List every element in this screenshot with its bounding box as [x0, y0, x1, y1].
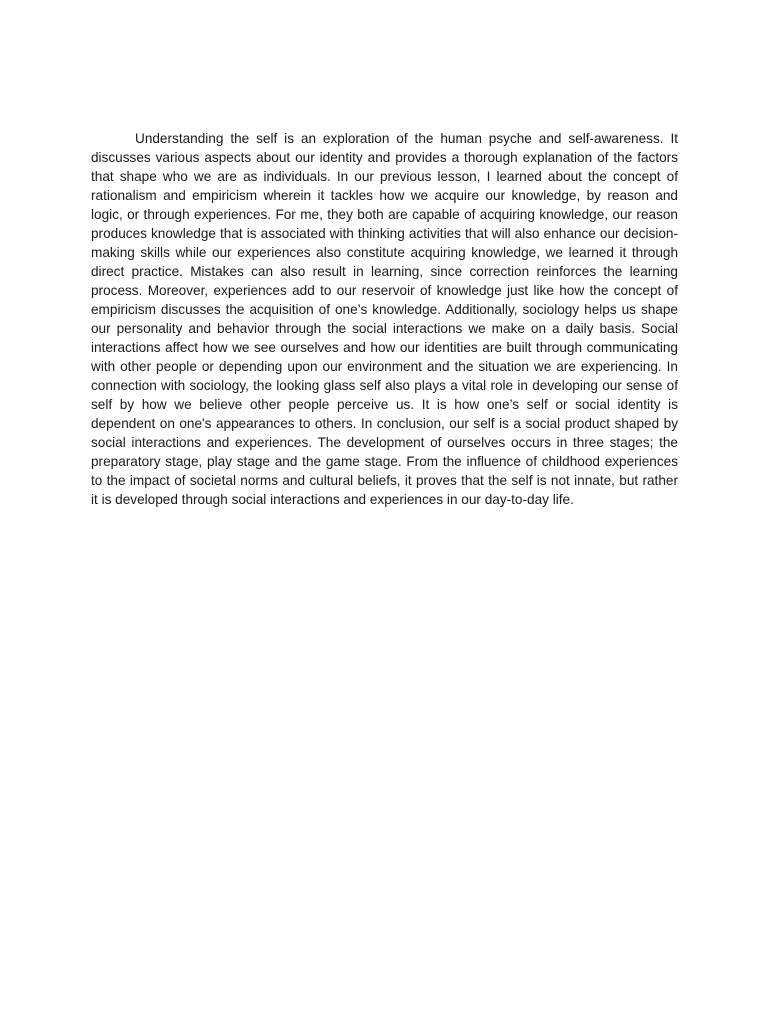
document-body — [91, 129, 678, 509]
essay-paragraph: Understanding the self is an exploration of the human psyche and self-awareness. It discusses various aspects about our identity and provides a thorough explanation of the factors that shape who we are as individuals. In our previous lesson, I learned about the concept of rationalism and empiricism wherein it tackles how we acquire our knowledge, by reason and logic, or through experiences. For me, they both are capable of acquiring knowledge, our reason produces knowledge that is associated with thinking activities that will also enhance our decision-making skills while our experiences also constitute acquiring knowledge, we learned it through direct practice. Mistakes can also result in learning, since correction reinforces the learning process. Moreover, experiences add to our reservoir of knowledge just like how the concept of empiricism discusses the acquisition of one’s knowledge. Additionally, sociology helps us shape our personality and behavior through the social interactions we make on a daily basis. Social interactions affect how we see ourselves and how our identities are built through communicating with other people or depending upon our environment and the situation we are experiencing. In connection with sociology, the looking glass self also plays a vital role in developing our sense of self by how we believe other people perceive us. It is how one’s self or social identity is dependent on one's appearances to others. In conclusion, our self is a social product shaped by social interactions and experiences. The development of ourselves occurs in three stages; the preparatory stage, play stage and the game stage. From the influence of childhood experiences to the impact of societal norms and cultural beliefs, it proves that the self is not innate, but rather it is developed through social interactions and experiences in our day-to-day life. — [91, 131, 678, 507]
